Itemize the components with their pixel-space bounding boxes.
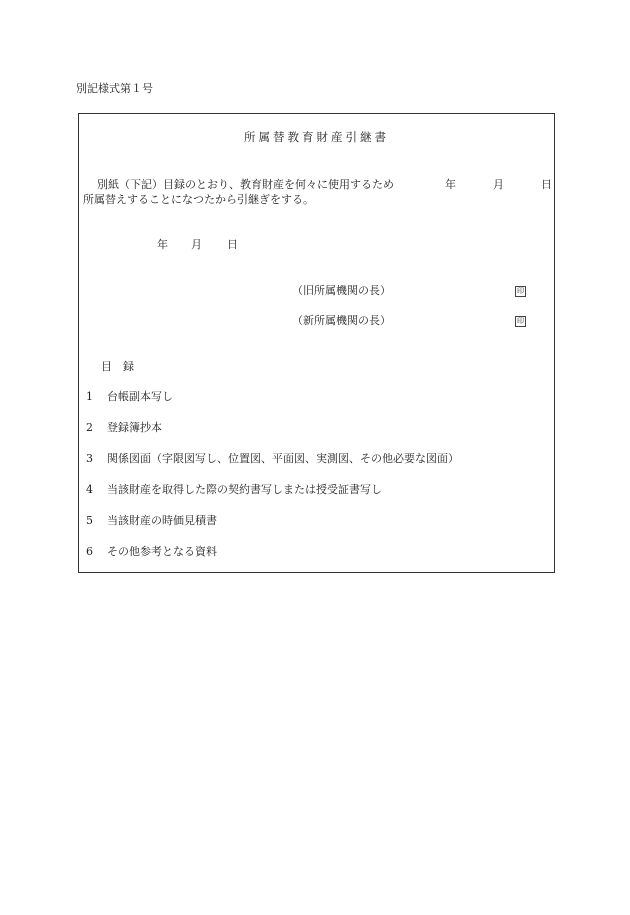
list-heading: 目 録 — [101, 360, 134, 373]
list-item-text: 登録簿抄本 — [107, 421, 162, 434]
body-text-line-1: 別紙（下記）目録のとおり、教育財産を何々に使用するため — [97, 178, 394, 191]
document-frame — [78, 113, 555, 573]
list-item-text: 関係図面（字限図写し、位置図、平面図、実測図、その他必要な図面） — [107, 452, 459, 465]
new-agency-head-label: （新所属機関の長） — [292, 314, 391, 327]
body-date-year: 年 — [445, 178, 456, 191]
list-item-text: その他参考となる資料 — [107, 545, 217, 558]
list-item-number: 3 — [86, 452, 93, 465]
signature-date-year: 年 — [157, 238, 168, 251]
body-date-day: 日 — [541, 178, 552, 191]
list-item-number: 5 — [86, 514, 93, 527]
signature-date-month: 月 — [191, 238, 202, 251]
list-item-number: 1 — [86, 390, 93, 403]
document-title: 所属替教育財産引継書 — [244, 130, 389, 144]
list-item-text: 台帳副本写し — [107, 390, 173, 403]
signature-date-day: 日 — [227, 238, 238, 251]
former-agency-head-label: （旧所属機関の長） — [292, 284, 391, 297]
list-item-text: 当該財産を取得した際の契約書写しまたは授受証書写し — [107, 483, 382, 496]
list-item-number: 6 — [86, 545, 93, 558]
list-item-text: 当該財産の時価見積書 — [107, 514, 217, 527]
list-item-number: 2 — [86, 421, 93, 434]
body-date-month: 月 — [493, 178, 504, 191]
form-number: 別記様式第１号 — [76, 82, 153, 95]
new-agency-seal: 印 — [517, 317, 524, 325]
former-agency-seal: 印 — [517, 287, 524, 295]
body-text-line-2: 所属替えすることになつたから引継ぎをする。 — [83, 193, 314, 206]
list-item-number: 4 — [86, 483, 93, 496]
